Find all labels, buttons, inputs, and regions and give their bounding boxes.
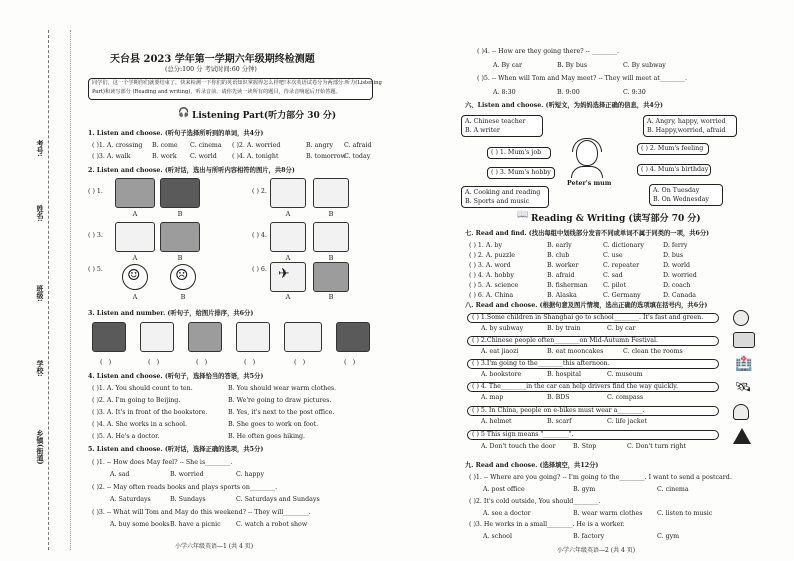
s5-q1-a: A. sad xyxy=(110,471,130,478)
s4-q2-a: ( )2. A. I'm going to Beijing. xyxy=(92,397,181,404)
s8-q2-c: C. clean the rooms xyxy=(623,348,683,355)
instructions-line1: 同学们，这一个学期你们就要结束了，快来检测一下你们的英语知识掌握得怎么样吧!本次英语试卷分为两部分:听力(Listening xyxy=(92,80,382,86)
side-label-exam-no: 考号: xyxy=(36,140,45,157)
s3-picture-4 xyxy=(236,322,270,352)
s8-q1-c: C. by car xyxy=(607,325,636,332)
s3-paren-2[interactable]: ( ) xyxy=(148,358,162,366)
s2-q4-label-a: A xyxy=(285,254,291,262)
s2-q2-picture-b xyxy=(313,178,349,208)
reading-part-title: Reading & Writing (读写部分 70 分) xyxy=(531,214,701,224)
side-label-school: 学校: xyxy=(36,360,45,377)
s4-q5-b: B. He often goes hiking. xyxy=(228,433,306,440)
airplane-icon: ✈ xyxy=(278,266,290,282)
s8-q3-c: C. museum xyxy=(607,371,643,378)
s5-q4-b: B. By bus xyxy=(557,62,588,69)
s8-title: 八. Read and choose. (根据句意及图片情境，选出正确的选项填在括号内，共6分) xyxy=(465,302,708,309)
s7-r4-b: B. afraid xyxy=(547,272,575,279)
s5-q2-a: A. Saturdays xyxy=(110,496,151,503)
s6-feeling-b: B. Happy,worried, afraid xyxy=(647,127,726,134)
s4-q2-b: B. We're going to draw pictures. xyxy=(228,397,332,404)
s7-r6-b: B. Alaska xyxy=(547,292,577,299)
s7-r1-a: ( ) 1. A. by xyxy=(469,242,503,249)
happy-face-icon: ☺ xyxy=(127,266,141,284)
side-label-town: 乡镇(街道) xyxy=(36,430,45,465)
s3-paren-4[interactable]: ( ) xyxy=(244,358,258,366)
s1-r2-d: ( )4. A. tonight xyxy=(232,153,279,160)
s8-q5-a: A. helmet xyxy=(481,418,512,425)
s8-q4-a: A. map xyxy=(481,394,504,401)
s6-title: 六、Listen and choose. (听短文，为妈妈选择正确的信息，共4分) xyxy=(465,102,664,109)
s9-q2-a: A. see a doctor xyxy=(483,510,531,517)
s7-r4-d: D. worried xyxy=(663,272,697,279)
s2-q4-num: ( ) 4. xyxy=(252,232,267,239)
s3-paren-3[interactable]: ( ) xyxy=(196,358,210,366)
binding-line-inner xyxy=(70,30,71,550)
s8-q3-a: A. bookstore xyxy=(481,371,522,378)
s2-q2-label-a: A xyxy=(285,210,291,218)
s6-birthday-a: A. On Tuesday xyxy=(653,187,700,194)
s8-q6: ( ) 5 This sign means "________". xyxy=(472,431,574,438)
s4-q1-b: B. You should wear warm clothes. xyxy=(228,385,337,392)
s5-q4-a: A. By car xyxy=(493,62,523,69)
s2-q2-label-b: B xyxy=(328,210,334,218)
s7-r5-b: B. fisherman xyxy=(547,282,588,289)
s5-title: 5. Listen and choose. (听对话，选择正确的选项，共5分) xyxy=(88,446,264,453)
s3-title: 3. Listen and number. (听句子，给图片排序，共6分) xyxy=(88,310,254,317)
s2-q6-label-a: A xyxy=(285,293,291,301)
s6-q1: ( ) 1. Mum's job xyxy=(491,149,542,156)
book-icon: 📖 xyxy=(517,210,529,220)
s5-q2: ( )2. -- May often reads books and plays sports on________. xyxy=(92,484,278,491)
s1-r1-b: B. come xyxy=(152,142,178,149)
s3-paren-6[interactable]: ( ) xyxy=(344,358,358,366)
s9-q1-b: B. gym xyxy=(573,486,596,493)
page-right xyxy=(397,0,794,561)
s1-r1-f: C. afraid xyxy=(344,142,372,149)
s8-q5-c: C. life jacket xyxy=(607,418,647,425)
s8-q1: ( ) 1.Some children in Shanghai go to school________. It's fast and green. xyxy=(472,314,704,321)
s5-q1: ( )1. -- How does May feel? -- She is________. xyxy=(92,459,233,466)
ship-picture xyxy=(313,262,349,292)
s9-q2-c: C. listen to music xyxy=(657,510,713,517)
s5-q3-c: C. watch a robot show xyxy=(236,521,308,528)
s3-picture-6 xyxy=(336,322,370,352)
s2-q4-picture-b xyxy=(313,222,349,252)
s5-q3: ( )3. -- What will Tom and May do this weekend? -- They will________. xyxy=(92,509,311,516)
s6-hobby-a: A. Cooking and reading xyxy=(465,189,541,196)
s7-r3-d: D. world xyxy=(663,262,691,269)
s2-q4-label-b: B xyxy=(328,254,334,262)
s9-q1-c: C. cinema xyxy=(657,486,689,493)
s1-r2-f: C. today xyxy=(344,153,371,160)
s8-q2-b: B. eat mooncakes xyxy=(547,348,604,355)
s6-feeling-a: A. Angry, happy, worried xyxy=(647,118,726,125)
sad-face-icon: ☹ xyxy=(175,266,189,284)
side-label-class: 班级: xyxy=(36,285,45,302)
s7-r1-c: C. dictionary xyxy=(603,242,644,249)
s7-r3-c: C. repeater xyxy=(603,262,640,269)
s3-picture-3 xyxy=(188,322,222,352)
s4-q3-a: ( )3. A. It's in front of the bookstore. xyxy=(92,409,208,416)
s4-q5-a: ( )5. A. He's a doctor. xyxy=(92,433,160,440)
s8-q5-b: B. scarf xyxy=(547,418,572,425)
s3-paren-5[interactable]: ( ) xyxy=(294,358,308,366)
s8-q3-b: B. hospital xyxy=(547,371,582,378)
exam-subtitle: (总分:100 分 考试时间:60 分钟) xyxy=(165,66,257,73)
s7-r5-c: C. pilot xyxy=(603,282,626,289)
s2-q3-num: ( ) 3. xyxy=(88,232,103,239)
s7-r6-a: ( ) 6. A. China xyxy=(469,292,514,299)
s7-title: 七. Read and find. (找出每组中划线部分发音不同或单词不属于同类的一项，共6分) xyxy=(465,230,710,237)
s2-q2-num: ( ) 2. xyxy=(252,188,267,195)
s6-job-a: A. Chinese teacher xyxy=(465,118,526,125)
helmet-icon xyxy=(733,404,749,420)
s5-q5-b: B. 9:00 xyxy=(557,89,580,96)
mum-hair-picture xyxy=(572,138,602,152)
s2-q5-label-a: A xyxy=(132,293,138,301)
s4-title: 4. Listen and choose. (听句子，选择恰当的答语，共5分) xyxy=(88,373,264,380)
s6-hobby-b: B. Sports and music xyxy=(465,198,530,205)
s2-q1-num: ( ) 1. xyxy=(88,188,103,195)
s7-r2-b: B. club xyxy=(547,252,570,259)
s4-q1-a: ( )1. A. You should count to ten. xyxy=(92,385,193,392)
s7-r4-c: C. sad xyxy=(603,272,623,279)
s2-q3-picture-a xyxy=(115,222,155,252)
s9-q2: ( )2. It's cold outside, You should________. xyxy=(469,498,601,505)
s3-paren-1[interactable]: ( ) xyxy=(100,358,114,366)
s7-r2-c: C. use xyxy=(603,252,623,259)
s2-q1-picture-a xyxy=(115,178,155,208)
s2-q2-picture-a xyxy=(270,178,306,208)
s8-q4-c: C. compass xyxy=(607,394,644,401)
s6-birthday-b: B. On Wednesday xyxy=(653,196,709,203)
s7-r2-a: ( ) 2. A. puzzle xyxy=(469,252,515,259)
s2-q6-label-b: B xyxy=(328,293,334,301)
s5-q5-c: C. 9:30 xyxy=(623,89,646,96)
s4-q4-b: B. She goes to work on foot. xyxy=(228,421,319,428)
side-label-name: 姓名: xyxy=(36,205,45,222)
s8-q6-c: C. Don't turn right xyxy=(627,443,687,450)
s7-r1-b: B. early xyxy=(547,242,572,249)
s2-q1-label-b: B xyxy=(177,210,183,218)
s8-q2: ( ) 2.Chinese people often________on Mid-Autumn Festival. xyxy=(472,337,659,344)
s4-q4-a: ( )4. A. She works in a school. xyxy=(92,421,188,428)
hospital-icon: 🏥 xyxy=(735,356,753,372)
s5-q3-a: A. buy some books xyxy=(110,521,170,528)
s8-q1-a: A. by subway xyxy=(481,325,524,332)
s2-q1-label-a: A xyxy=(132,210,138,218)
s1-r1-d: ( )2. A. worried xyxy=(232,142,281,149)
s9-q3-b: B. factory xyxy=(573,533,605,540)
s3-picture-5 xyxy=(284,322,322,352)
s9-q1-a: A. post office xyxy=(483,486,525,493)
s9-q3-a: A. school xyxy=(483,533,512,540)
s4-q3-b: B. Yes, it's next to the post office. xyxy=(228,409,335,416)
s1-title: 1. Listen and choose. (听句子选择所听到的单词，共4分) xyxy=(88,130,264,137)
s7-r1-d: D. ferry xyxy=(663,242,688,249)
s5-q2-b: B. Sundays xyxy=(170,496,206,503)
s1-r2-c: C. world xyxy=(190,153,217,160)
s8-q5: ( ) 5. In China, people on e-bikes must wear a________. xyxy=(472,407,645,414)
s8-q2-a: A. eat jiaozi xyxy=(481,348,519,355)
s7-r3-a: ( ) 3. A. word xyxy=(469,262,511,269)
s8-q3: ( ) 3.I'm going to the________this afternoon. xyxy=(472,360,610,367)
s9-title: 九. Read and choose. (选择填空，共12分) xyxy=(465,462,599,469)
s2-q3-label-a: A xyxy=(132,254,138,262)
page-footer-left: 小学六年级英语—1 (共 4 页) xyxy=(175,543,254,550)
s5-q3-b: B. have a picnic xyxy=(170,521,221,528)
headphone-icon: 🎧 xyxy=(178,108,190,118)
s8-q1-b: B. by train xyxy=(547,325,581,332)
s2-q3-label-b: B xyxy=(177,254,183,262)
s1-r1-c: C. cinema xyxy=(190,142,222,149)
s9-q2-b: B. wear warm clothes xyxy=(573,510,643,517)
s2-q5-label-b: B xyxy=(180,293,186,301)
s8-q6-b: B. Stop xyxy=(573,443,597,450)
s8-q4-b: B. BDS xyxy=(547,394,570,401)
s6-q2: ( ) 2. Mum's feeling xyxy=(641,145,704,152)
s5-q2-c: C. Saturdays and Sundays xyxy=(236,496,320,503)
s6-q4: ( ) 4. Mum's birthday xyxy=(641,166,709,173)
s5-q1-b: B. worried xyxy=(170,471,204,478)
mum-body-picture xyxy=(571,166,603,178)
s6-job-b: B. A writer xyxy=(465,127,500,134)
s7-r6-d: D. Canada xyxy=(663,292,696,299)
s7-r4-a: ( ) 4. A. hobby xyxy=(469,272,514,279)
s1-r2-b: B. work xyxy=(152,153,177,160)
s1-r2-a: ( )3. A. walk xyxy=(92,153,131,160)
s6-q3: ( ) 3. Mum's hobby xyxy=(491,169,551,176)
listening-part-title: Listening Part(听力部分 30 分) xyxy=(192,111,337,121)
s9-q1: ( )1. -- Where are you going? -- I'm going to the________. I want to send a postcard. xyxy=(469,474,732,481)
green-travel-icon xyxy=(733,310,749,326)
s7-r5-a: ( ) 5. A. science xyxy=(469,282,519,289)
s2-title: 2. Listen and choose. (听对话，选出与所听内容相符的图片，共8分) xyxy=(88,167,295,174)
instructions-line2: Part)和读写部分 (Reading and writing)，听录音前，请你先读一读所有的题目，待录音响起后开始答题。 xyxy=(92,89,341,95)
s5-q1-c: C. happy xyxy=(236,471,265,478)
s2-q6-num: ( ) 6. xyxy=(252,266,267,273)
s5-q5-a: A. 8:30 xyxy=(493,89,516,96)
s8-q6-a: A. Don't touch the door xyxy=(481,443,556,450)
s2-q5-num: ( ) 5. xyxy=(88,266,103,273)
warning-sign-icon xyxy=(733,428,751,444)
s7-r2-d: D. bus xyxy=(663,252,684,259)
s7-r5-d: D. coach xyxy=(663,282,691,289)
s1-r2-e: B. tomorrow xyxy=(306,153,346,160)
s7-r6-c: C. Germany xyxy=(603,292,641,299)
s3-picture-2 xyxy=(140,322,174,352)
s5-q4: ( )4. -- How are they going there? -- ________. xyxy=(477,48,620,55)
s1-r1-e: B. angry xyxy=(306,142,334,149)
s9-q3-c: C. gym xyxy=(657,533,680,540)
s2-q3-picture-b xyxy=(160,222,200,252)
s7-r3-b: B. worker xyxy=(547,262,579,269)
page-footer-right: 小学六年级英语—2 (共 4 页) xyxy=(557,547,636,554)
s6-center-label: Peter's mum xyxy=(567,180,612,187)
s1-r1-a: ( )1. A. crossing xyxy=(92,142,143,149)
s2-q1-picture-b xyxy=(160,178,200,208)
exam-title: 天台县 2023 学年第一学期六年级期终检测题 xyxy=(110,54,315,65)
binding-line xyxy=(48,30,49,550)
mooncake-icon xyxy=(733,332,755,348)
s3-picture-1 xyxy=(92,322,126,352)
satellite-icon: 🛰 xyxy=(735,380,752,395)
s5-q4-c: C. By subway xyxy=(623,62,666,69)
s9-q3: ( )3. He works in a small________. He is a worker. xyxy=(469,521,625,528)
s2-q4-picture-a xyxy=(270,222,306,252)
s8-q4: ( ) 4. The________in the car can help drivers find the way quickly. xyxy=(472,383,679,390)
s5-q5: ( )5. -- When will Tom and May meet? -- They will meet at________. xyxy=(477,75,687,82)
